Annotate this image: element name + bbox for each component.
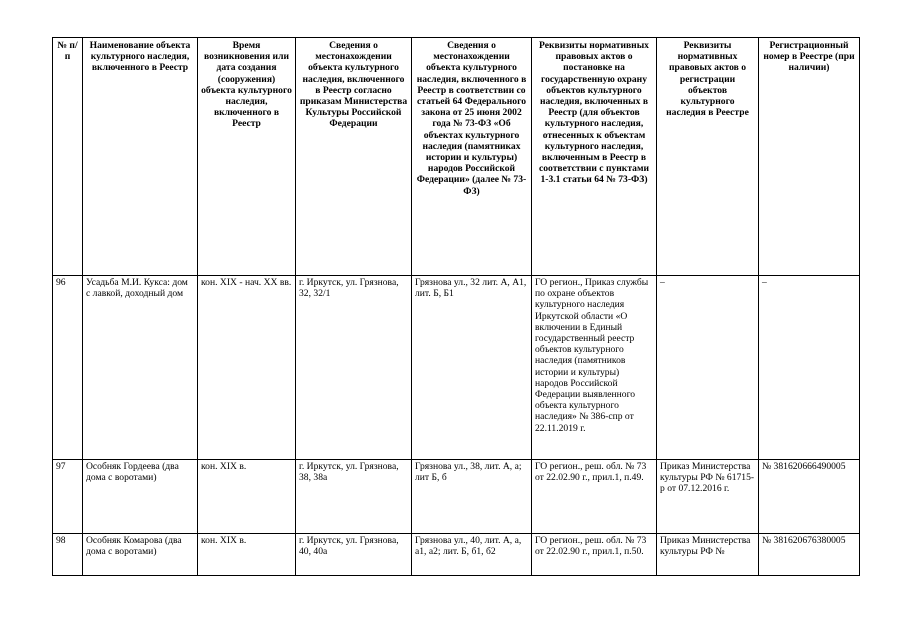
protection-acts: ГО регион., реш. обл. № 73 от 22.02.90 г., прил.1, п.49. <box>532 460 657 534</box>
header-protection-acts: Реквизиты нормативных правовых актов о постановке на государственную охрану объектов культурного наследия, включенных в Реестр (для объектов культурного наследия, отнесенных к объектам культурного наследия, включенным в Реестр в соответствии с пунктами 1-3.1 статьи 64 № 73-ФЗ) <box>532 38 657 276</box>
protection-acts: ГО регион., Приказ службы по охране объектов культурного наследия Иркутской области «О включении в Единый государственный реестр объектов культурного наследия (памятников истории и культуры) народов Российской Федерации выявленного объекта культурного наследия» № 386-спр от 22.11.2019 г. <box>532 276 657 460</box>
row-number: 96 <box>53 276 83 460</box>
row-number: 97 <box>53 460 83 534</box>
header-registration-acts: Реквизиты нормативных правовых актов о регистрации объектов культурного наследия в Реестре <box>657 38 759 276</box>
registration-acts: Приказ Министерства культуры РФ № <box>657 534 759 576</box>
registration-number: – <box>759 276 860 460</box>
registration-number: № 381620676380005 <box>759 534 860 576</box>
header-location-article-64: Сведения о местонахождении объекта культурного наследия, включенного в Реестр в соответствии со статьей 64 Федерального закона от 25 июня 2002 года № 73-ФЗ «Об объектах культурного наследия (памятниках истории и культуры) народов Российской Федерации» (далее № 73-ФЗ) <box>412 38 532 276</box>
location-article-64: Грязнова ул., 38, лит. А, а; лит Б, б <box>412 460 532 534</box>
creation-date: кон. XIX в. <box>198 460 296 534</box>
location-article-64: Грязнова ул., 32 лит. А, А1, лит. Б, Б1 <box>412 276 532 460</box>
registration-acts: – <box>657 276 759 460</box>
header-number: № п/п <box>53 38 83 276</box>
object-name: Особняк Комарова (два дома с воротами) <box>83 534 198 576</box>
table-row <box>53 276 860 460</box>
table-row <box>53 534 860 576</box>
table-row <box>53 460 860 534</box>
header-object-name: Наименование объекта культурного наследия, включенного в Реестр <box>83 38 198 276</box>
row-number: 98 <box>53 534 83 576</box>
registration-number: № 381620666490005 <box>759 460 860 534</box>
header-location-ministry: Сведения о местонахождении объекта культурного наследия, включенного в Реестр согласно приказам Министерства Культуры Российской Федерации <box>296 38 412 276</box>
heritage-register-table <box>52 37 860 576</box>
location-ministry: г. Иркутск, ул. Грязнова, 38, 38а <box>296 460 412 534</box>
object-name: Особняк Гордеева (два дома с воротами) <box>83 460 198 534</box>
registration-acts: Приказ Министерства культуры РФ № 61715-р от 07.12.2016 г. <box>657 460 759 534</box>
location-ministry: г. Иркутск, ул. Грязнова, 40, 40а <box>296 534 412 576</box>
table-header-row <box>53 38 860 276</box>
object-name: Усадьба М.И. Кукса: дом с лавкой, доходный дом <box>83 276 198 460</box>
location-article-64: Грязнова ул., 40, лит. А, а, а1, а2; лит. Б, б1, б2 <box>412 534 532 576</box>
creation-date: кон. XIX - нач. XX вв. <box>198 276 296 460</box>
location-ministry: г. Иркутск, ул. Грязнова, 32, 32/1 <box>296 276 412 460</box>
protection-acts: ГО регион., реш. обл. № 73 от 22.02.90 г., прил.1, п.50. <box>532 534 657 576</box>
header-creation-date: Время возникновения или дата создания (сооружения) объекта культурного наследия, включенного в Реестр <box>198 38 296 276</box>
header-registration-number: Регистрационный номер в Реестре (при наличии) <box>759 38 860 276</box>
creation-date: кон. XIX в. <box>198 534 296 576</box>
